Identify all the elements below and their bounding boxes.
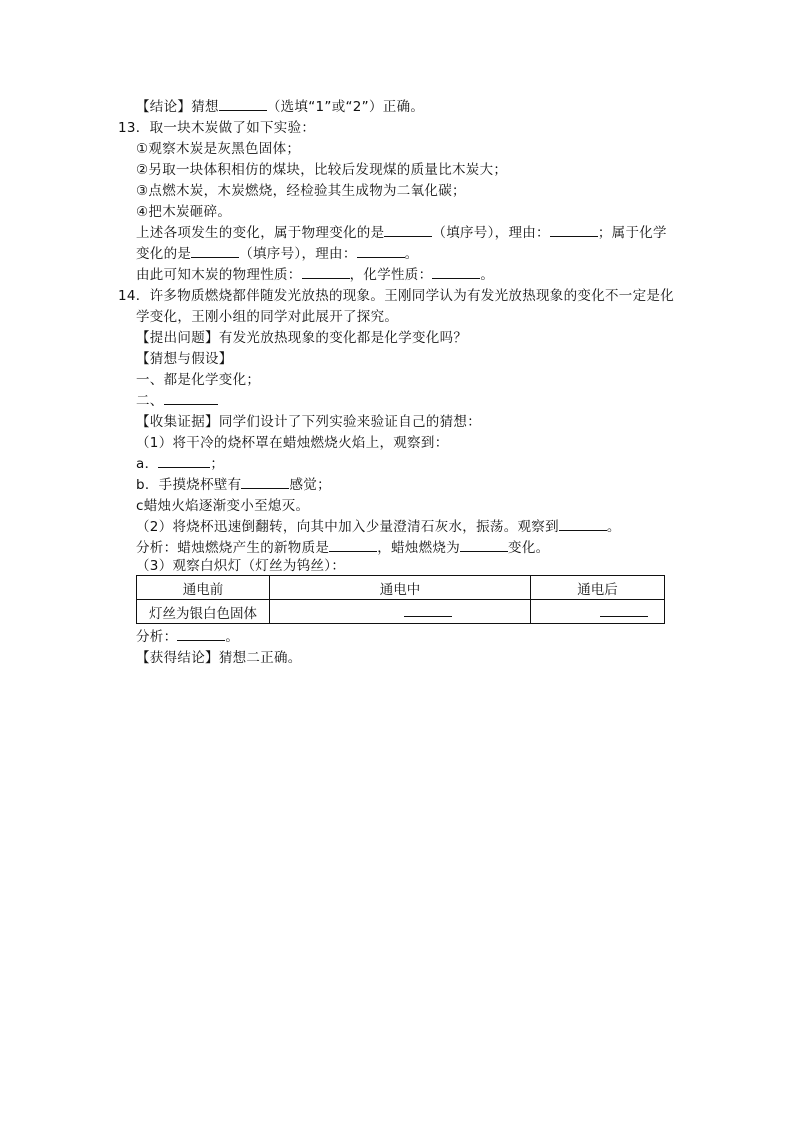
experiment-2: （2）将烧杯迅速倒翻转，向其中加入少量澄清石灰水，振荡。观察到 。: [136, 519, 621, 535]
experiment-1-a: a． ；: [136, 456, 225, 472]
table-cell-blank[interactable]: [270, 600, 531, 624]
question-number: 14．: [118, 288, 150, 304]
question-13-stem: 13．取一块木炭做了如下实验：: [118, 120, 316, 136]
table-cell-blank[interactable]: [531, 600, 665, 624]
question-14-stem-cont: 学变化，王刚小组的同学对此展开了探究。: [136, 309, 399, 325]
q13-item-3: ③点燃木炭，木炭燃烧，经检验其生成物为二氧化碳；: [136, 183, 466, 199]
experiment-1: （1）将干冷的烧杯罩在蜡烛燃烧火焰上，观察到：: [136, 435, 449, 451]
answer-blank[interactable]: [191, 244, 239, 258]
table-header-row: [137, 576, 665, 600]
answer-blank[interactable]: [559, 517, 607, 531]
answer-blank[interactable]: [432, 265, 480, 279]
table-header: 通电中: [270, 576, 531, 600]
q13-item-4: ④把木炭砸碎。: [136, 204, 232, 220]
answer-blank[interactable]: [164, 391, 218, 405]
observation-table: [136, 575, 665, 624]
hypothesis-1: 一、都是化学变化；: [136, 372, 261, 388]
evidence-line: 【收集证据】同学们设计了下列实验来验证自己的猜想：: [136, 414, 482, 430]
analysis-1: 分析：蜡烛燃烧产生的新物质是 ，蜡烛燃烧为 变化。: [136, 540, 550, 556]
answer-blank[interactable]: [329, 538, 377, 552]
q12-conclusion-line: 【结论】猜想 （选填“1”或“2”）正确。: [136, 99, 425, 115]
raise-question-line: 【提出问题】有发光放热现象的变化都是化学变化吗？: [136, 330, 468, 346]
section-tag: 【获得结论】: [136, 650, 219, 666]
experiment-1-c: c蜡烛火焰逐渐变小至熄灭。: [136, 498, 310, 514]
q13-item-2: ②另取一块体积相仿的煤块，比较后发现煤的质量比木炭大；: [136, 162, 508, 178]
answer-blank[interactable]: [550, 223, 598, 237]
q13-item-1: ①观察木炭是灰黑色固体；: [136, 141, 301, 157]
question-14-stem: 14．许多物质燃烧都伴随发光放热的现象。王刚同学认为有发光放热现象的变化不一定是化: [118, 288, 674, 304]
answer-blank[interactable]: [404, 602, 452, 617]
answer-blank[interactable]: [302, 265, 350, 279]
table-header: 通电前: [137, 576, 270, 600]
table-cell: 灯丝为银白色固体: [137, 600, 270, 624]
q13-line-2: 变化的是 （填序号），理由： 。: [136, 246, 419, 262]
answer-blank[interactable]: [460, 538, 508, 552]
final-conclusion: 【获得结论】猜想二正确。: [136, 650, 302, 666]
answer-blank[interactable]: [384, 223, 432, 237]
table-header: 通电后: [531, 576, 665, 600]
answer-blank[interactable]: [219, 97, 267, 111]
experiment-3: （3）观察白炽灯（灯丝为钨丝）：: [136, 558, 346, 574]
answer-blank[interactable]: [357, 244, 405, 258]
answer-blank[interactable]: [177, 627, 225, 641]
answer-blank[interactable]: [600, 602, 648, 617]
table-row: [137, 600, 665, 624]
hypothesis-2: 二、: [136, 391, 218, 411]
q13-line-3: 由此可知木炭的物理性质： ，化学性质： 。: [136, 267, 495, 283]
section-tag: 【收集证据】: [136, 414, 219, 430]
conclusion-tag: 【结论】: [136, 99, 192, 115]
question-number: 13．: [118, 120, 150, 136]
analysis-2: 分析： 。: [136, 629, 240, 645]
answer-blank[interactable]: [241, 475, 289, 489]
answer-blank[interactable]: [158, 454, 210, 468]
experiment-1-b: b．手摸烧杯壁有 感觉；: [136, 477, 331, 493]
q13-line-1: 上述各项发生的变化，属于物理变化的是 （填序号），理由： ；属于化学: [136, 225, 667, 241]
hypothesis-heading: 【猜想与假设】: [136, 351, 233, 367]
section-tag: 【提出问题】: [136, 330, 219, 346]
